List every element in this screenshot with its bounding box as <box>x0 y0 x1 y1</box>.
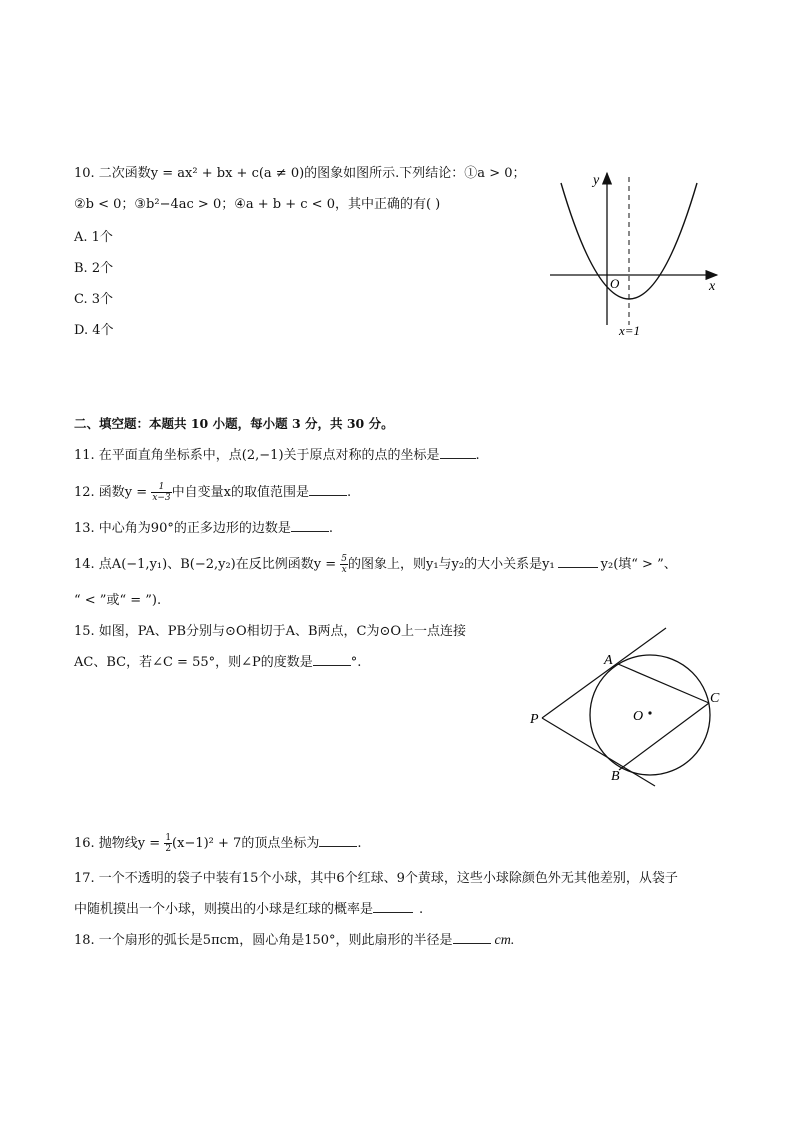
chord-ac <box>618 664 709 703</box>
q15-line2 <box>74 653 361 673</box>
q10-line2: ②b < 0；③b²−4ac > 0；④a + b + c < 0，其中正确的有( ) <box>74 197 441 212</box>
q14-line2: “ < ”或“ = ”). <box>74 593 162 608</box>
q16-text-pre: 16. 抛物线y = <box>74 836 165 851</box>
x-axis-label: x <box>709 279 716 294</box>
q15-text-post: °. <box>350 655 362 670</box>
q11 <box>74 446 480 466</box>
q10-option-c: C. 3个 <box>74 292 114 307</box>
q16-answer-blank <box>319 834 357 847</box>
tangent-circle-figure <box>520 620 730 790</box>
q17-text: 中随机摸出一个小球，则摸出的小球是红球的概率是 <box>74 902 374 917</box>
symmetry-axis-label: x=1 <box>619 323 641 338</box>
q17-line2 <box>74 900 423 920</box>
q15-answer-blank <box>313 653 351 666</box>
q12-fraction <box>151 482 171 503</box>
q10-option-a: A. 1个 <box>74 230 113 245</box>
label-b: B <box>611 769 620 784</box>
q13 <box>74 519 333 539</box>
q15-line1: 15. 如图，PA、PB分别与⊙O相切于A、B两点，C为⊙O上一点连接 <box>74 624 467 639</box>
q12-text-pre: 12. 函数y = <box>74 485 152 500</box>
parabola-graph <box>545 165 735 345</box>
origin-label: O <box>610 276 620 291</box>
q13-text: 13. 中心角为90°的正多边形的边数是 <box>74 521 291 536</box>
y-axis-label: y <box>593 173 600 188</box>
tangent-line-pb <box>542 718 655 786</box>
q16-text-post: (x−1)² + 7的顶点坐标为 <box>172 836 320 851</box>
q13-suffix: . <box>328 521 333 536</box>
q14-line1 <box>74 554 677 575</box>
q17-line1: 17. 一个不透明的袋子中装有15个小球，其中6个红球、9个黄球，这些小球除颜色外无其他差别，从袋子 <box>74 871 678 886</box>
q12-answer-blank <box>309 483 347 496</box>
q17-answer-blank <box>373 900 413 913</box>
q15-text-pre: AC、BC，若∠C = 55°，则∠P的度数是 <box>74 655 313 670</box>
q12-text-post: 中自变量x的取值范围是 <box>171 485 309 500</box>
q14-fraction <box>340 554 348 575</box>
q14-answer-blank <box>558 555 598 568</box>
q14-frac-den: x <box>341 565 347 575</box>
q16-frac-den: 2 <box>165 844 172 854</box>
q12-frac-den: x−3 <box>152 493 171 503</box>
q10-option-d: D. 4个 <box>74 323 114 338</box>
label-c: C <box>710 691 720 706</box>
q16-frac-num: 1 <box>165 833 172 843</box>
q13-answer-blank <box>291 519 329 532</box>
q18 <box>74 931 514 951</box>
q14-text-after: y₂(填“ > ”、 <box>600 557 677 572</box>
label-p: P <box>530 712 539 727</box>
label-o: O <box>633 709 644 724</box>
q14-frac-num: 5 <box>341 554 347 564</box>
q16 <box>74 833 361 854</box>
q11-answer-blank <box>440 446 476 459</box>
center-dot <box>648 711 651 714</box>
q14-text-post: 的图象上，则y₁与y₂的大小关系是y₁ <box>347 557 555 572</box>
q11-suffix: . <box>475 448 480 463</box>
q12-frac-num: 1 <box>151 482 171 493</box>
q12-suffix: . <box>347 485 352 500</box>
section-title: 二、填空题：本题共 10 小题，每小题 3 分，共 30 分。 <box>74 416 394 431</box>
q10-option-b: B. 2个 <box>74 261 114 276</box>
q18-unit: cm. <box>494 933 515 948</box>
q10-line1: 10. 二次函数y = ax² + bx + c(a ≠ 0)的图象如图所示.下列结论：①a > 0； <box>74 166 526 181</box>
q12 <box>74 482 351 503</box>
q18-text: 18. 一个扇形的弧长是5πcm，圆心角是150°，则此扇形的半径是 <box>74 933 453 948</box>
q16-fraction <box>164 833 172 854</box>
q11-text: 11. 在平面直角坐标系中，点(2,−1)关于原点对称的点的坐标是 <box>74 448 440 463</box>
q18-answer-blank <box>453 931 491 944</box>
label-a: A <box>604 653 613 668</box>
q16-suffix: . <box>357 836 362 851</box>
tangent-line-pa <box>542 628 666 718</box>
q14-text-pre: 14. 点A(−1,y₁)、B(−2,y₂)在反比例函数y = <box>74 557 341 572</box>
q17-suffix: . <box>419 902 424 917</box>
